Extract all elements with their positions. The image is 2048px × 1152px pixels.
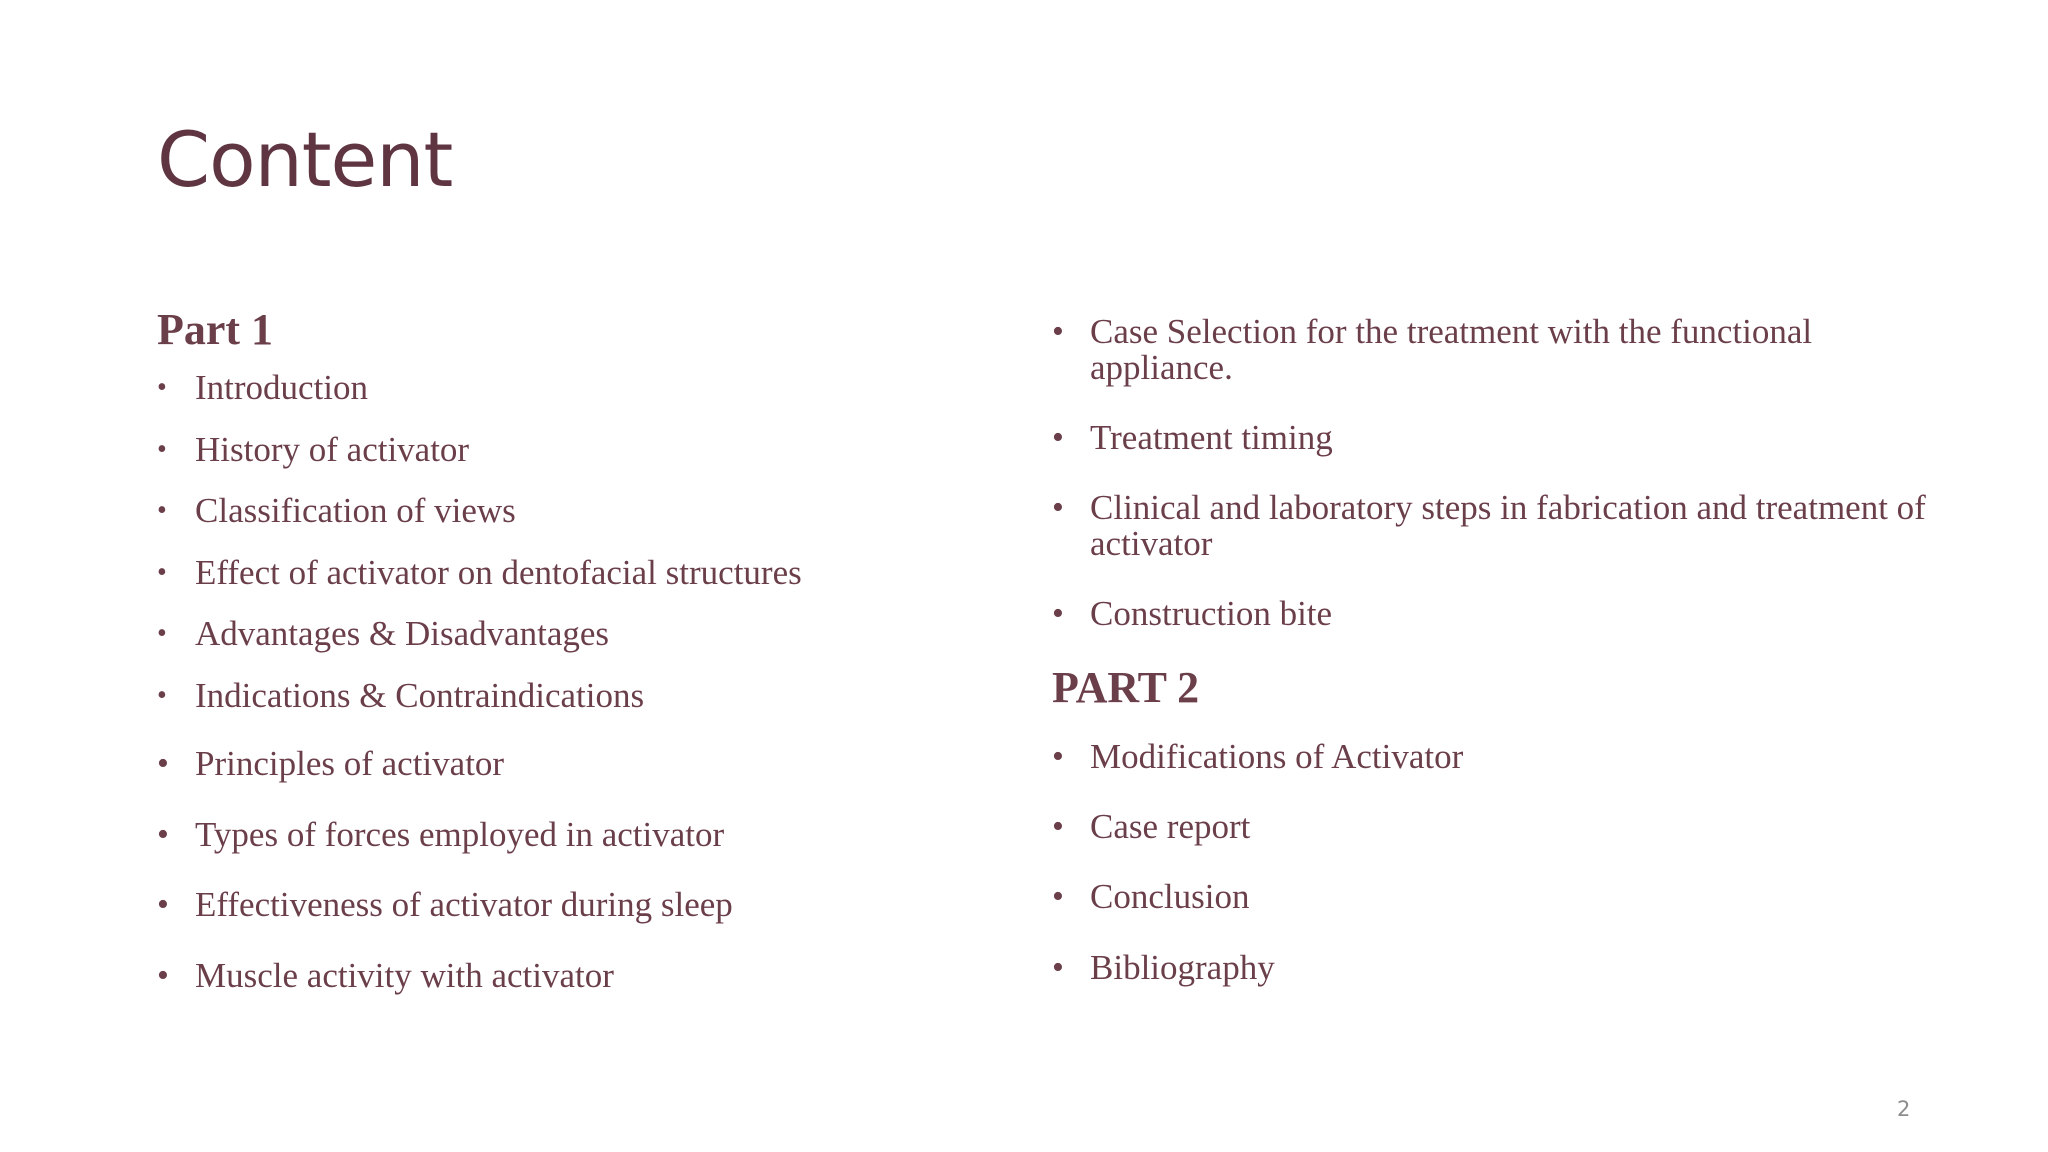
bullet-icon: • xyxy=(1052,419,1064,456)
list-item: • Indications & Contraindications xyxy=(157,676,645,715)
list-item: • Bibliography xyxy=(1052,948,1275,987)
list-item: • Modifications of Activator xyxy=(1052,737,1464,776)
list-item: • Classification of views xyxy=(157,491,516,530)
part-1-heading: Part 1 xyxy=(157,305,274,354)
bullet-icon: • xyxy=(1052,738,1064,775)
list-item: • Case Selection for the treatment with the functional appliance. xyxy=(1052,312,1813,387)
list-item: • History of activator xyxy=(157,430,470,469)
part-1-continued-list xyxy=(1052,314,1952,648)
bullet-icon: • xyxy=(157,816,169,853)
list-item: • Principles of activator xyxy=(157,744,505,783)
list-item: • Effect of activator on dentofacial structures xyxy=(157,553,802,592)
bullet-icon: • xyxy=(157,680,167,711)
slide-title: Content xyxy=(157,115,453,204)
list-item: • Case report xyxy=(1052,807,1251,846)
bullet-icon: • xyxy=(1052,808,1064,845)
bullet-icon: • xyxy=(1052,949,1064,986)
bullet-icon: • xyxy=(1052,489,1064,526)
left-column xyxy=(157,300,1037,1008)
right-column xyxy=(1052,300,1952,1000)
bullet-icon: • xyxy=(157,557,167,588)
bullet-icon: • xyxy=(157,618,167,649)
part-1-list xyxy=(157,370,1037,1008)
list-item: • Advantages & Disadvantages xyxy=(157,614,610,653)
bullet-icon: • xyxy=(157,886,169,923)
bullet-icon: • xyxy=(157,495,167,526)
page-number: 2 xyxy=(1897,1097,1911,1121)
bullet-icon: • xyxy=(157,372,167,403)
list-item: • Muscle activity with activator xyxy=(157,956,614,995)
list-item: • Introduction xyxy=(157,368,369,407)
list-item: • Treatment timing xyxy=(1052,418,1333,457)
list-item: • Clinical and laboratory steps in fabrication and treatment of activator xyxy=(1052,488,1926,563)
bullet-icon: • xyxy=(157,957,169,994)
list-item: • Construction bite xyxy=(1052,594,1333,633)
part-2-list xyxy=(1052,739,1952,1000)
bullet-icon: • xyxy=(1052,595,1064,632)
bullet-icon: • xyxy=(1052,878,1064,915)
list-item: • Effectiveness of activator during sleep xyxy=(157,885,733,924)
bullet-icon: • xyxy=(157,745,169,782)
list-item: • Types of forces employed in activator xyxy=(157,815,725,854)
part-2-heading: PART 2 xyxy=(1052,663,1200,712)
bullet-icon: • xyxy=(157,434,167,465)
list-item: • Conclusion xyxy=(1052,877,1250,916)
bullet-icon: • xyxy=(1052,313,1064,350)
